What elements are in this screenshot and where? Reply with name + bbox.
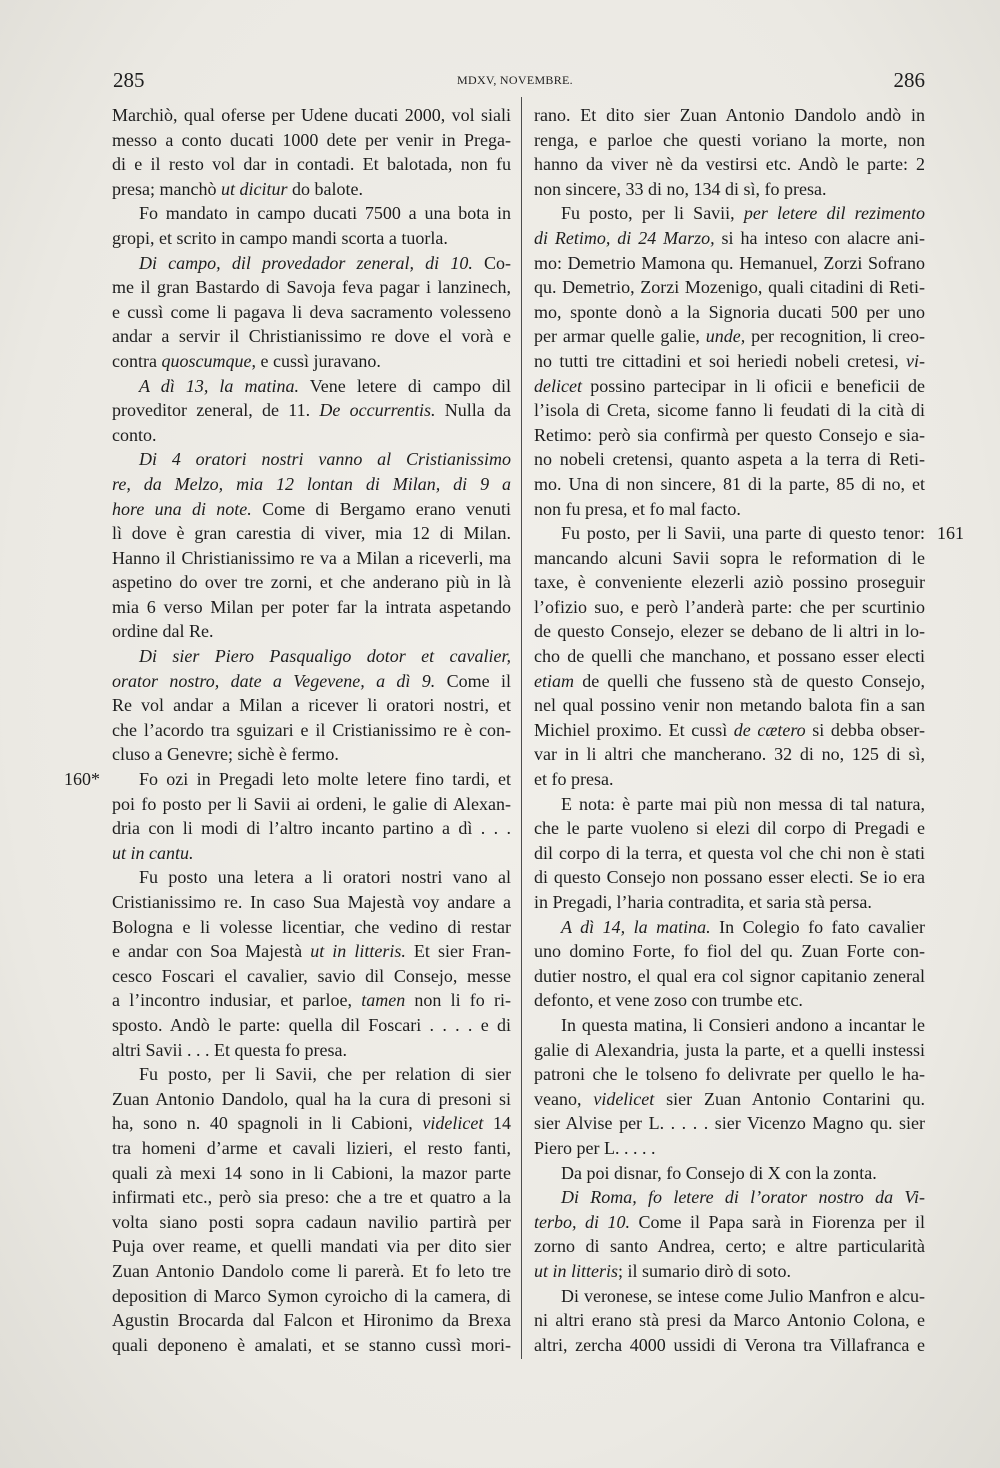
text-line (112, 251, 511, 276)
text-line (534, 423, 925, 448)
italic-text: re, da Melzo, mia 12 lontan di Milan, di 9 a (112, 473, 511, 494)
text-line (112, 521, 511, 546)
text-line (534, 1259, 925, 1284)
text-run: mia 6 verso Milan per poter far la intrata aspetando (112, 596, 511, 617)
text-line (534, 1038, 925, 1063)
text-run: Di veronese, se intese come Julio Manfron e alcu- (561, 1285, 925, 1306)
text-line (534, 988, 925, 1013)
text-line (112, 718, 511, 743)
text-run: a l’incontro indusiar, et parloe, (112, 990, 362, 1011)
text-run: Bologna e li volesse licentiar, che vedino di restar (112, 916, 511, 937)
text-run: ni altri erano stà presi da Marco Antonio Colona, e (534, 1310, 925, 1331)
text-run: no nobeli cretensi, quanto aspeta a la terra di Reti- (534, 449, 925, 470)
italic-text: Di sier Piero Pasqualigo dotor et cavalier, (139, 646, 511, 667)
text-run: si ha inteso con alacre ani- (714, 227, 925, 248)
text-run: Da poi disnar, fo Consejo di X con la zonta. (561, 1162, 877, 1183)
text-line (112, 374, 511, 399)
text-run: patroni che le tolseno fo delivrate per quello le ha- (534, 1064, 925, 1085)
text-run: hanno da viver nè da vestirsi etc. Andò le parte: 2 (534, 154, 925, 175)
text-line (534, 841, 925, 866)
text-line (534, 1013, 925, 1038)
text-run: Fu posto una letera a li oratori nostri vano al (139, 867, 511, 888)
italic-text: Di campo, dil provedador zeneral, di 10. (139, 252, 473, 273)
text-run: non fu presa, et fo mal facto. (534, 498, 741, 519)
text-run: Puja over reame, et quelli mandati via per dito sier (112, 1236, 511, 1257)
text-run: Et sier Fran- (405, 941, 511, 962)
text-run: var in li altri che mancherano. 32 di no, 125 di sì, (534, 744, 925, 765)
text-run: Marchiò, qual oferse per Udene ducati 2000, vol siali (112, 105, 511, 125)
text-line (534, 570, 925, 595)
text-line (112, 1087, 511, 1112)
text-run: contra (112, 350, 162, 371)
text-run: Fo ozi in Pregadi leto molte letere fino tardi, et (139, 769, 511, 790)
text-line (112, 128, 511, 153)
text-line (112, 865, 511, 890)
text-run: mo. Una di non sincere, 81 di la parte, 85 di no, et (534, 473, 925, 494)
text-line (534, 767, 925, 792)
text-line (534, 374, 925, 399)
text-line (112, 792, 511, 817)
italic-text: De occurrentis. (319, 400, 436, 421)
text-line (112, 1111, 511, 1136)
text-line (534, 349, 925, 374)
text-run: In questa matina, li Consieri andono a incantar le (561, 1014, 925, 1035)
italic-text: tamen (361, 990, 406, 1011)
text-run: Hanno il Christianissimo re va a Milan a riceverli, ma (112, 547, 511, 568)
text-line (534, 1087, 925, 1112)
text-run: uno domino Forte, fo fiol del qu. Zuan Forte con- (534, 941, 925, 962)
text-run: quali zà mexi 14 sono in li Cabioni, la mazor parte (112, 1162, 511, 1183)
text-line (534, 595, 925, 620)
italic-text: ut in cantu. (112, 842, 194, 863)
text-line (112, 1308, 511, 1333)
text-run: volta siano posti sopra cadaun navilio partirà per (112, 1211, 511, 1232)
text-line (112, 324, 511, 349)
text-line (534, 644, 925, 669)
text-run: mo: Demetrio Mamona qu. Hemanuel, Zorzi Sofrano (534, 252, 925, 273)
text-line (112, 669, 511, 694)
text-line (534, 300, 925, 325)
text-line (534, 1333, 925, 1358)
text-run: me il gran Bastardo di Savoja feva pagar i lanzinech, (112, 277, 511, 298)
text-line (534, 1111, 925, 1136)
text-run: mo, sponte donò a la Signoria ducati 500 per uno (534, 301, 925, 322)
italic-text: A dì 14, la matina. (561, 916, 711, 937)
text-line (534, 128, 925, 153)
text-run: che l’acordo tra sguizari e il Cristianissimo re è con- (112, 719, 511, 740)
margin-note: 160* (64, 769, 100, 790)
text-run: taxe, è conveniente elezerli aziò possino proseguir (534, 572, 925, 593)
text-run: Come il (435, 670, 512, 691)
text-line (112, 152, 511, 177)
text-run: lì dove è gran carestia di viver, mia 12 di Milan. (112, 523, 511, 544)
text-run: Agustin Brocarda dal Falcon et Hironimo da Brexa (112, 1310, 511, 1331)
text-line (534, 669, 925, 694)
text-run: Cristianissimo re. In caso Sua Majestà voy andare a (112, 892, 511, 912)
text-run: Re vol andar a Milan a ricever li oratori nostri, et (112, 695, 511, 716)
text-line (112, 939, 511, 964)
text-line (534, 1308, 925, 1333)
text-line (534, 177, 925, 202)
italic-text: ut in litteris (534, 1260, 619, 1281)
text-line (112, 1161, 511, 1186)
page-number-left: 285 (113, 68, 145, 92)
text-line (112, 1136, 511, 1161)
text-run: deposition di Marco Symon cyroicho di la camera, di (112, 1285, 511, 1306)
text-line (534, 152, 925, 177)
text-run: possino partecipar in li oficii e beneficii de (581, 375, 925, 396)
text-run: e andar con Soa Majestà (112, 941, 311, 962)
text-line (112, 890, 511, 915)
text-run: et fo presa. (534, 769, 614, 790)
text-run: veano, (534, 1088, 594, 1109)
text-run: ha, sono n. 40 spagnoli in li Cabioni, (112, 1113, 423, 1134)
text-line (534, 546, 925, 571)
text-line (534, 447, 925, 472)
italic-text: hore una di note. (112, 498, 252, 519)
text-line (534, 619, 925, 644)
right-column (534, 103, 964, 1357)
text-run: non li fo ri- (405, 990, 511, 1011)
italic-text: ut in litteris. (310, 941, 406, 962)
text-line (534, 1210, 925, 1235)
text-line (534, 816, 925, 841)
text-run: de quelli che fusseno stà de questo Consejo, (574, 670, 925, 691)
text-run: Zuan Antonio Dandolo, qual ha la cura di presoni si (112, 1088, 511, 1109)
text-line (534, 718, 925, 743)
text-run: conto. (112, 424, 157, 445)
italic-text: A dì 13, la matina. (139, 375, 299, 396)
text-run: ; il sumario dirò di soto. (618, 1260, 792, 1281)
text-run: gropi, et scrito in campo mandi scorta a tuorla. (112, 227, 448, 248)
column-rule (521, 97, 522, 1359)
text-run: Nulla da (435, 400, 512, 421)
text-line (534, 103, 925, 128)
text-run: in Pregadi, l’haria contradita, et saria stà persa. (534, 892, 872, 912)
text-run: Zuan Antonio Dandolo come li parerà. Et fo leto tre (112, 1260, 511, 1281)
text-line (534, 865, 925, 890)
text-line (112, 472, 511, 497)
italic-text: unde, (705, 326, 746, 347)
text-run: e cussì come li pagava li deva sacramento volesseno (112, 301, 511, 322)
italic-text: Di 4 oratori nostri vanno al Cristianissimo (139, 449, 511, 470)
text-line (112, 177, 511, 202)
text-line (112, 497, 511, 522)
text-run: messo a conto ducati 1000 dete per venir in Prega- (112, 129, 511, 150)
text-run: tra homeni d’arme et cavali lizieri, el resto fanti, (112, 1137, 511, 1158)
text-run: no tutti tre cittadini et soi heriedi nobeli cretesi, (534, 350, 907, 371)
left-column (64, 103, 512, 1357)
text-run: Come di Bergamo erano venuti (251, 498, 511, 519)
italic-text: terbo, di 10. (534, 1211, 631, 1232)
text-run: non sincere, 33 di no, 134 di sì, fo presa. (534, 178, 827, 199)
italic-text: delicet (534, 375, 582, 396)
text-run: cho de quelli che manchano, et possano esser electi (534, 646, 925, 667)
text-run: altri, zercha 4000 ussidi di Verona tra Villafranca e (534, 1334, 925, 1355)
text-run: defonto, et vene zoso con trumbe etc. (534, 990, 803, 1011)
text-run: , e cussì juravano. (251, 350, 381, 371)
text-run: presa; manchò (112, 178, 221, 199)
text-line (112, 423, 511, 448)
text-run: rano. Et dito sier Zuan Antonio Dandolo andò in (534, 105, 925, 125)
text-run: Come il Papa sarà in Fiorenza per il (630, 1211, 925, 1232)
text-run: quali deponeno è amalati, et se stanno cussì mori- (112, 1334, 511, 1355)
text-line (534, 521, 964, 546)
text-run: In Colegio fo fato cavalier (710, 916, 925, 937)
text-line (534, 693, 925, 718)
text-run: Piero per L. . . . . (534, 1137, 656, 1158)
text-line (534, 1234, 925, 1259)
text-line (112, 226, 511, 251)
text-run: sier Zuan Antonio Contarini qu. (654, 1088, 925, 1109)
text-line (112, 570, 511, 595)
text-run: Michiel proximo. Et cussì (534, 719, 734, 740)
text-run: qu. Demetrio, Zorzi Mozenigo, quali citadini di Reti- (534, 277, 925, 298)
text-line (112, 275, 511, 300)
text-run: che le parte vuoleno si elezi dil corpo di Pregadi e (534, 818, 925, 839)
text-run: 14 (483, 1113, 512, 1134)
text-run: si debba obser- (805, 719, 926, 740)
text-run: altri Savii . . . Et questa fo presa. (112, 1039, 347, 1060)
text-line (112, 915, 511, 940)
text-line (112, 398, 511, 423)
text-line (112, 1062, 511, 1087)
text-run: Fu posto, per li Savii, una parte di questo tenor: (561, 523, 925, 544)
text-run: Retimo: però sia confirmà per questo Consejo e sia- (534, 424, 925, 445)
text-run: per recognition, li creo- (745, 326, 925, 347)
text-line (534, 201, 925, 226)
text-line (534, 890, 925, 915)
text-line (534, 226, 925, 251)
text-run: mancando alcuni Savii sopra le reformation di le (534, 547, 925, 568)
italic-text: etiam (534, 670, 574, 691)
text-run: proveditor zeneral, de 11. (112, 400, 320, 421)
text-line (112, 1259, 511, 1284)
italic-text: di Retimo, di 24 Marzo, (534, 227, 715, 248)
italic-text: orator nostro, date a Vegevene, a dì 9. (112, 670, 436, 691)
italic-text: Di Roma, fo letere di l’orator nostro da Vi- (561, 1187, 925, 1208)
text-run: andar a servir il Christianissimo re dove el vorà e (112, 326, 511, 347)
text-line (112, 300, 511, 325)
text-run: infirmati etc., però sia preso: che a tre et quatro a la (112, 1187, 511, 1208)
text-run: dil corpo di la terra, et questa vol che chi non è stati (534, 842, 925, 863)
text-line (534, 275, 925, 300)
text-run: di questo Consejo non possano esser electi. Se io era (534, 867, 925, 888)
text-run: Fu posto, per li Savii, che per relation di sier (139, 1064, 511, 1085)
italic-text: vi- (906, 350, 925, 371)
text-run: aspetino do over tre zorni, et che anderano più in là (112, 572, 511, 593)
text-run: galie di Alexandria, justa la parte, et a quelli instessi (534, 1039, 925, 1060)
text-line (112, 619, 511, 644)
text-line (534, 1136, 925, 1161)
text-run: cluso a Genevre; sichè è fermo. (112, 744, 339, 765)
text-run: ordine dal Re. (112, 621, 214, 642)
text-run: do balote. (287, 178, 363, 199)
italic-text: videlicet (422, 1113, 484, 1134)
text-line (112, 1013, 511, 1038)
text-run: Fo mandato in campo ducati 7500 a una bota in (139, 203, 511, 224)
text-line (534, 915, 925, 940)
text-line (112, 447, 511, 472)
text-run: renga, e parloe che questi voriano la morte, non (534, 129, 925, 150)
text-line (112, 964, 511, 989)
text-run: Vene letere di campo dil (299, 375, 511, 396)
text-run: per armar quelle galie, (534, 326, 706, 347)
margin-note: 161 (937, 523, 964, 544)
text-line (534, 1284, 925, 1309)
text-run: l’ofizio suo, e però l’anderà parte: che per scurtinio (534, 596, 925, 617)
text-line (534, 1185, 925, 1210)
text-line (112, 693, 511, 718)
text-run: Fu posto, per li Savii, (561, 203, 744, 224)
italic-text: ut dicitur (220, 178, 288, 199)
text-line (534, 472, 925, 497)
italic-text: per letere dil rezimento (743, 203, 925, 224)
text-line (112, 1234, 511, 1259)
text-line (112, 988, 511, 1013)
text-line (534, 251, 925, 276)
text-run: l’isola di Creta, sicome fanno li feudati di la cità di (534, 400, 925, 421)
text-run: sier Alvise per L. . . . . sier Vicenzo Magno qu. sier (534, 1113, 925, 1134)
text-line (112, 1185, 511, 1210)
text-line (534, 324, 925, 349)
text-line (534, 1161, 925, 1186)
text-line (64, 767, 511, 792)
text-line (112, 644, 511, 669)
text-line (112, 546, 511, 571)
text-line (112, 1038, 511, 1063)
text-line (112, 1284, 511, 1309)
text-line (112, 201, 511, 226)
italic-text: videlicet (593, 1088, 655, 1109)
text-run: di e il resto vol dar in contadi. Et balotada, non fu (112, 154, 511, 175)
text-run: de questo Consejo, elezer se debano de li altri in lo- (534, 621, 925, 642)
text-line (534, 792, 925, 817)
text-run: zorno di santo Andrea, certo; e altre particularità (534, 1236, 925, 1257)
text-run: nel qual possino venir non metando balota fin a san (534, 695, 925, 716)
text-line (112, 349, 511, 374)
text-run: sposto. Andò le parte: quella dil Foscari . . . . e di (112, 1014, 511, 1035)
text-run: E nota: è parte mai più non messa di tal natura, (561, 793, 925, 814)
text-line (534, 497, 925, 522)
text-line (112, 841, 511, 866)
text-line (112, 595, 511, 620)
text-run: Co- (472, 252, 511, 273)
running-title: MDXV, NOVEMBRE. (457, 73, 573, 87)
text-run: cesco Foscari el cavalier, savio dil Consejo, messe (112, 965, 511, 986)
text-line (112, 816, 511, 841)
italic-text: de cætero (733, 719, 806, 740)
text-line (534, 742, 925, 767)
text-run: dria con li modi di l’altro incanto partino a dì . . . (112, 818, 511, 839)
text-line (534, 964, 925, 989)
text-line (112, 742, 511, 767)
text-run: dutier nostro, el qual era col signor capitanio zeneral (534, 965, 925, 986)
text-line (534, 1062, 925, 1087)
text-run: poi fo posto per li Savii ai ordeni, le galie di Alexan- (112, 793, 511, 814)
page-number-right: 286 (893, 68, 925, 92)
text-line (112, 1333, 511, 1358)
text-line (534, 398, 925, 423)
text-line (112, 103, 511, 128)
text-line (112, 1210, 511, 1235)
italic-text: quoscumque (161, 350, 252, 371)
text-line (534, 939, 925, 964)
